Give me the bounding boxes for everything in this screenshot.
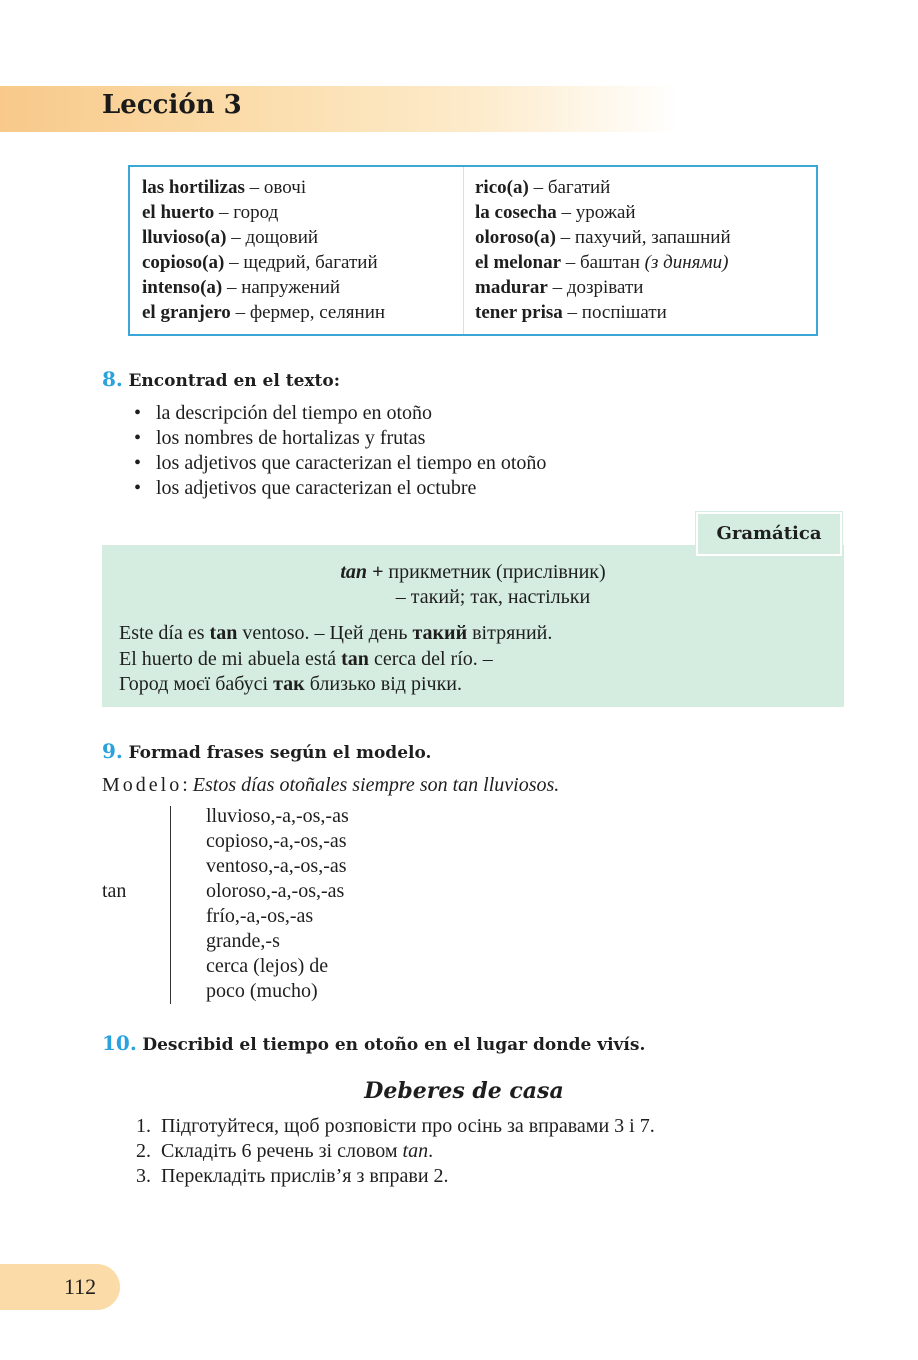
task-number: 9. bbox=[102, 739, 123, 763]
model-label: Modelo bbox=[102, 774, 183, 796]
grammar-box bbox=[102, 545, 844, 707]
vocab-term: intenso(a) bbox=[142, 277, 223, 298]
task-8-heading bbox=[102, 367, 340, 391]
list-item: cerca (lejos) de bbox=[206, 955, 329, 977]
bullet-icon: • bbox=[134, 452, 142, 474]
list-item-text: los adjetivos que caracterizan el octubre bbox=[156, 477, 477, 499]
vocab-entry bbox=[475, 300, 731, 325]
grammar-rule-word: tan + bbox=[340, 561, 384, 583]
vocab-translation: – фермер, селянин bbox=[230, 302, 386, 323]
vocabulary-right-column bbox=[475, 175, 731, 325]
bullet-icon: • bbox=[134, 477, 142, 499]
list-item: grande,-s bbox=[206, 930, 280, 952]
list-item: poco (mucho) bbox=[206, 980, 318, 1002]
vocab-term: el huerto bbox=[142, 202, 215, 223]
vocab-entry bbox=[142, 225, 385, 250]
vocab-translation: – дощовий bbox=[226, 227, 319, 248]
vocab-term: oloroso(a) bbox=[475, 227, 556, 248]
task-instruction: Encontrad en el texto: bbox=[128, 371, 341, 391]
grammar-rule-text: прикметник (прислівник) bbox=[383, 561, 606, 583]
vocab-term: lluvioso(a) bbox=[142, 227, 227, 248]
list-item: frío,-a,-os,-as bbox=[206, 905, 314, 927]
vocab-term: rico(a) bbox=[475, 177, 529, 198]
list-item-text: la descripción del tiempo en otoño bbox=[156, 402, 433, 424]
vocab-note: (з динями) bbox=[644, 252, 729, 273]
list-item: lluvioso,-a,-os,-as bbox=[206, 805, 349, 827]
vocab-entry bbox=[475, 250, 731, 275]
vocab-translation: – поспішати bbox=[562, 302, 667, 323]
task-9-heading bbox=[102, 739, 431, 763]
list-item: 1. Підготуйтеся, щоб розповісти про осінь за вправами 3 і 7. bbox=[136, 1115, 655, 1137]
page-number-tab bbox=[0, 1264, 120, 1310]
homework-list bbox=[136, 1114, 655, 1189]
vocabulary-box bbox=[128, 165, 818, 336]
task-instruction: Describid el tiempo en otoño en el lugar donde vivís. bbox=[142, 1035, 646, 1055]
vocab-entry bbox=[142, 250, 385, 275]
vocab-translation: – город bbox=[214, 202, 279, 223]
vocab-term: copioso(a) bbox=[142, 252, 225, 273]
vocab-entry bbox=[475, 275, 731, 300]
list-item-text: los adjetivos que caracterizan el tiempo en otoño bbox=[156, 452, 547, 474]
vocab-term: madurar bbox=[475, 277, 548, 298]
list-item bbox=[134, 451, 546, 476]
vocab-term: las hortilizas bbox=[142, 177, 245, 198]
vocab-term: tener prisa bbox=[475, 302, 563, 323]
bullet-icon: • bbox=[134, 427, 142, 449]
vocab-translation: – урожай bbox=[556, 202, 636, 223]
homework-title: Deberes de casa bbox=[364, 1078, 564, 1104]
task-number: 8. bbox=[102, 367, 123, 391]
model-sentence-line bbox=[102, 774, 559, 797]
list-item bbox=[134, 476, 546, 501]
bullet-icon: • bbox=[134, 402, 142, 424]
vocab-translation: – баштан bbox=[561, 252, 645, 273]
grammar-example: El huerto de mi abuela está tan cerca del río. – bbox=[119, 648, 493, 670]
adjective-forms-list bbox=[206, 804, 349, 1004]
vocab-term: el granjero bbox=[142, 302, 231, 323]
list-item-text: los nombres de hortalizas y frutas bbox=[156, 427, 426, 449]
vocab-entry bbox=[475, 175, 731, 200]
list-item: copioso,-a,-os,-as bbox=[206, 830, 347, 852]
vocab-translation: – овочі bbox=[244, 177, 307, 198]
vocab-entry bbox=[475, 200, 731, 225]
vocab-translation: – багатий bbox=[528, 177, 611, 198]
list-item bbox=[134, 401, 546, 426]
list-item: 2. Складіть 6 речень зі словом tan. bbox=[136, 1140, 434, 1162]
task-instruction: Formad frases según el modelo. bbox=[128, 743, 432, 763]
grammar-rule-translation: – такий; так, настільки bbox=[395, 586, 591, 608]
list-item: 3. Перекладіть прислів’я з вправи 2. bbox=[136, 1165, 449, 1187]
vocab-entry bbox=[142, 300, 385, 325]
vocabulary-left-column bbox=[142, 175, 385, 325]
list-item bbox=[134, 426, 546, 451]
vocab-translation: – пахучий, запашний bbox=[555, 227, 731, 248]
vocab-entry bbox=[142, 275, 385, 300]
vocab-entry bbox=[475, 225, 731, 250]
vocab-translation: – щедрий, багатий bbox=[224, 252, 378, 273]
task-8-bullet-list bbox=[134, 401, 546, 501]
task-number: 10. bbox=[102, 1031, 137, 1055]
model-sentence: Estos días otoñales siempre son tan lluviosos. bbox=[192, 774, 560, 796]
vocab-term: la cosecha bbox=[475, 202, 557, 223]
page-number: 112 bbox=[64, 1274, 97, 1299]
bracket-line bbox=[170, 806, 171, 1004]
task-10-heading bbox=[102, 1031, 645, 1055]
vocab-translation: – дозрівати bbox=[547, 277, 644, 298]
vocab-translation: – напружений bbox=[222, 277, 341, 298]
vocab-term: el melonar bbox=[475, 252, 562, 273]
lesson-title: Lección 3 bbox=[102, 90, 242, 120]
tan-word: tan bbox=[102, 880, 127, 902]
vocabulary-divider bbox=[463, 167, 464, 334]
grammar-rule bbox=[102, 561, 844, 584]
grammar-tab-label: Gramática bbox=[696, 512, 842, 556]
vocab-entry bbox=[142, 175, 385, 200]
vocab-entry bbox=[142, 200, 385, 225]
list-item: ventoso,-a,-os,-as bbox=[206, 855, 347, 877]
grammar-example: Este día es tan ventoso. – Цей день такий вітряний. bbox=[119, 622, 553, 644]
model-colon: : bbox=[182, 774, 193, 796]
list-item: oloroso,-a,-os,-as bbox=[206, 880, 345, 902]
grammar-example: Город моєї бабусі так близько від річки. bbox=[119, 673, 462, 695]
